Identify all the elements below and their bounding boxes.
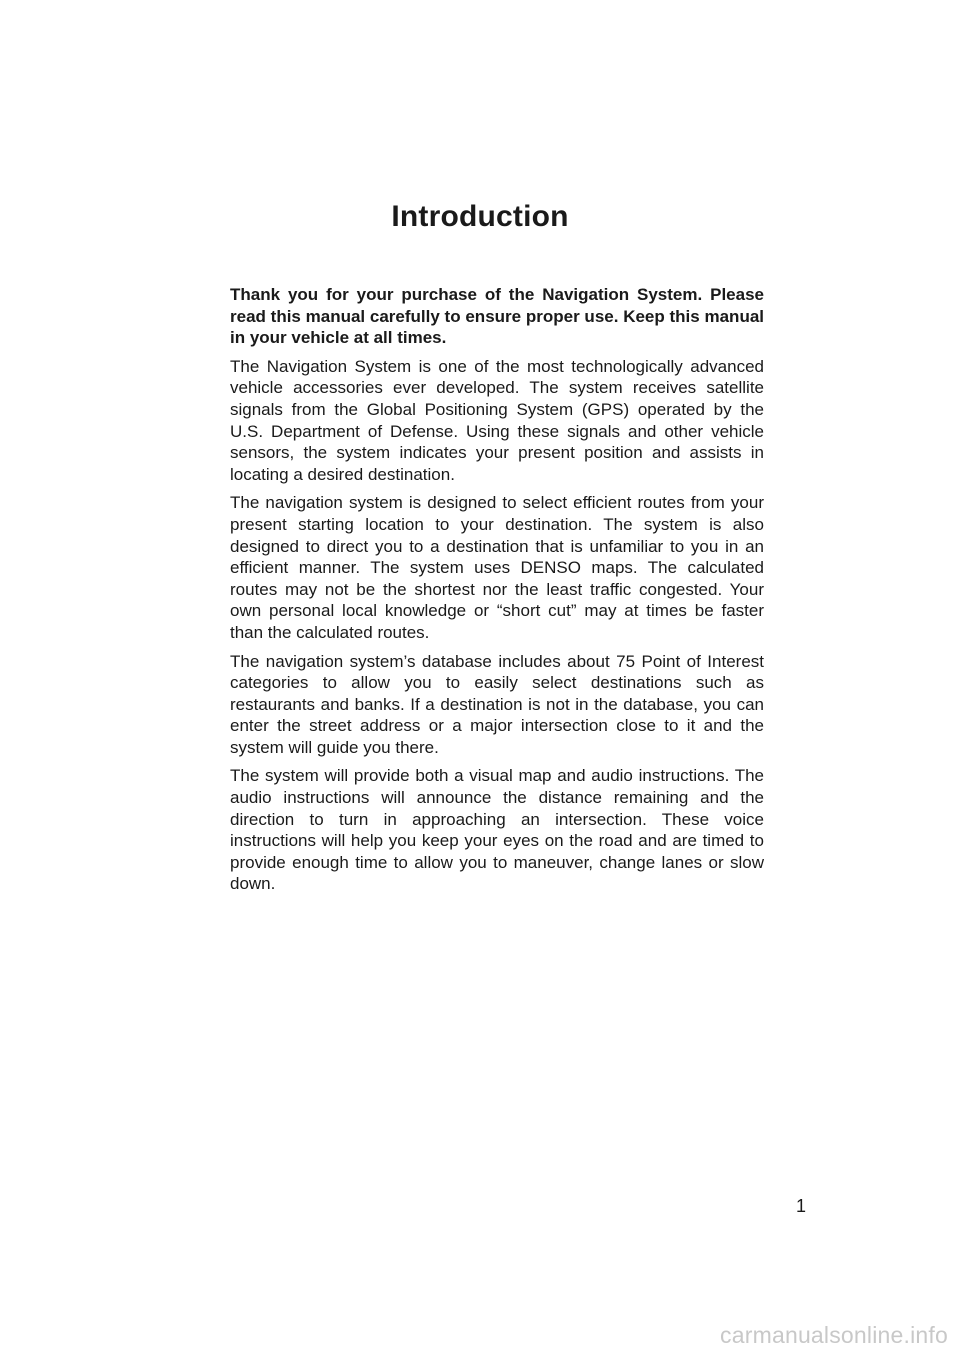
page-number: 1	[796, 1196, 807, 1216]
page-title: Introduction	[391, 200, 569, 233]
paragraph-audio-instructions: The system will provide both a visual map and audio instructions. The audio instructions will announce the distance remaining and the direction to turn in approaching an intersection. These voice instructions will help you keep your eyes on the road and are timed to provide enough time to allow you to maneuver, change lanes or slow down.	[230, 766, 764, 894]
body-text	[230, 284, 764, 902]
watermark: carmanualsonline.info	[720, 1322, 948, 1348]
paragraph-database: The navigation system’s database includes about 75 Point of Interest categories to allow you to easily select destinations such as restaurants and banks. If a destination is not in the database, you can enter the street address or a major intersection close to it and the system will guide you there.	[230, 651, 764, 757]
paragraph-system-overview: The Navigation System is one of the most technologically advanced vehicle accessories ever developed. The system receives satellite signals from the Global Positioning System (GPS) operated by the U.S. Department of Defense. Using these signals and other vehicle sensors, the system indicates your present position and assists in locating a desired destination.	[230, 356, 764, 484]
paragraph-route-selection: The navigation system is designed to select efficient routes from your present starting location to your destination. The system is also designed to direct you to a destination that is unfamiliar to you in an efficient manner. The system uses DENSO maps. The calculated routes may not be the shortest nor the least traffic congested. Your own personal local knowledge or “short cut” may at times be faster than the calculated routes.	[230, 493, 764, 642]
intro-lead-paragraph: Thank you for your purchase of the Navigation System. Please read this manual carefully to ensure proper use. Keep this manual in your vehicle at all times.	[230, 285, 764, 348]
